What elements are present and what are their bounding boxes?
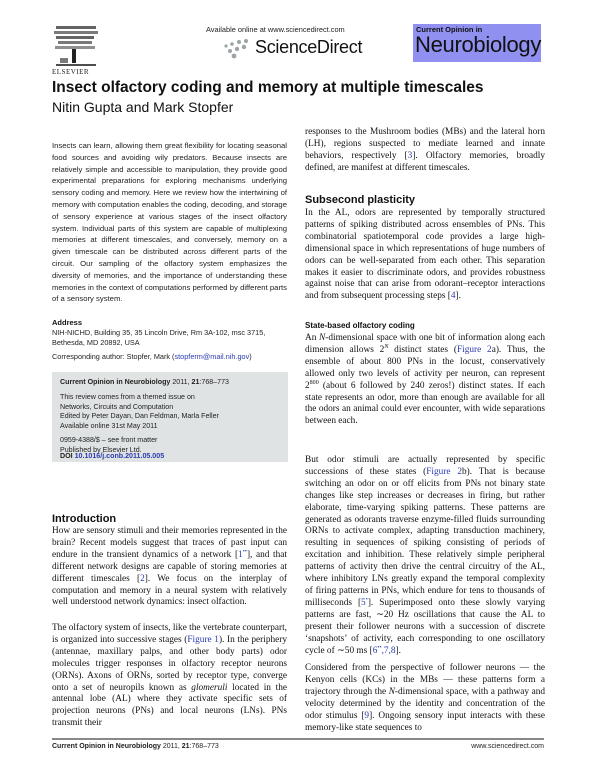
citation-number: ,7,8	[381, 645, 396, 656]
text-run: responses to the Mushroom bodies (MBs) and the lateral horn (LH), regions suspected to mediate learned and innate behaviors, respectively [	[305, 127, 545, 161]
text-run: But odor stimuli are actually represented by specific successions of these states (	[305, 455, 545, 477]
figure-2-link[interactable]: Figure 2	[456, 344, 492, 355]
citation-marker: ••	[242, 548, 247, 555]
text-run: (about 6 followed by 240 zeros!) distinct states. If each state represents an odor, more than enough are available for all the odors an animal could ever encounter, with wide separations between each.	[305, 380, 545, 427]
footer-journal-name: Current Opinion in Neurobiology	[52, 743, 161, 750]
subsection-heading-state-based-coding: State-based olfactory coding	[305, 321, 415, 330]
state-paragraph-1	[305, 333, 545, 428]
math-exponent-N: N	[384, 343, 389, 350]
article-authors: Nitin Gupta and Mark Stopfer	[52, 99, 234, 115]
elsevier-tree-logo-icon	[52, 22, 100, 72]
journal-banner-title: Neurobiology	[415, 32, 542, 57]
figure-1-link[interactable]: Figure 1	[187, 634, 219, 645]
journal-banner-subtitle: Current Opinion in	[416, 25, 483, 34]
footer-divider	[52, 738, 544, 740]
citation-link-2[interactable]: 2	[140, 573, 145, 584]
sciencedirect-dots-icon	[222, 38, 254, 60]
subsecond-paragraph-1	[305, 208, 545, 303]
citation-number: 1	[238, 549, 243, 560]
text-run: ]. Ongoing sensory input interacts with these memory-like state sequences to	[305, 710, 545, 733]
figure-2b-link[interactable]: Figure 2	[426, 466, 462, 477]
info-journal-pages: :768–773	[199, 378, 229, 386]
text-run: An	[305, 333, 320, 343]
text-run: a). Thus, the ensemble of about 800 PNs in the locust, conservatively allowed only two levels of activity per neuron, can represent 2	[305, 344, 545, 391]
info-available-online: Available online 31st May 2011	[60, 422, 158, 430]
doi-label: DOI	[60, 452, 73, 460]
text-run: How are sensory stimuli and their memories represented in the brain? Recent models suggest that traces of past input can endure in the transient dynamics of a network [	[52, 526, 287, 560]
citation-link-4[interactable]: 4	[450, 291, 456, 302]
italic-term: glomeruli	[191, 682, 228, 693]
info-journal-citation	[60, 378, 229, 388]
text-run: ]. We focus on the interplay of computation and memory in a neural system with relatively well understood network dynamics: insect olfaction.	[52, 573, 287, 608]
citation-number: 6	[372, 645, 378, 656]
text-run: -dimensional space with one bit of information along each dimension allows 2	[305, 333, 545, 355]
corresponding-email-link[interactable]: stopferm@mail.nih.gov	[174, 352, 250, 361]
text-run: ], and that different network designs are capable of storing memories at different timescales [	[52, 549, 287, 584]
themed-issue-name: Networks, Circuits and Computation	[60, 402, 174, 411]
address-text	[52, 328, 287, 348]
address-line-1: NIH-NICHD, Building 35, 35 Lincoln Drive, Rm 3A-102, msc 3715,	[52, 328, 266, 337]
corresponding-author-prefix: Corresponding author: Stopfer, Mark (	[52, 352, 175, 361]
section-heading-introduction: Introduction	[52, 513, 117, 525]
corresponding-author	[52, 352, 287, 361]
article-title: Insect olfactory coding and memory at multiple timescales	[52, 79, 484, 96]
footer-journal-year: 2011,	[160, 743, 182, 750]
citation-link-3[interactable]: 3	[407, 150, 413, 161]
info-journal-year: 2011,	[170, 378, 192, 386]
themed-issue-editors: Edited by Peter Dayan, Dan Feldman, Marla Feller	[60, 412, 219, 420]
info-doi	[60, 452, 164, 462]
issn-text: 0959-4388/$ – see front matter	[60, 436, 158, 444]
text-run: -dimensional space, with a pathway and velocity determined by the identity and concentration of the odor stimulus [	[305, 686, 545, 721]
footer-journal-pages: :768–773	[189, 743, 219, 750]
text-run: ].	[455, 291, 461, 302]
intro-paragraph-1	[52, 526, 287, 609]
text-run: ]. Superimposed onto these slowly varying patterns are fast, ∼20 Hz oscillations that cause the AL to present their follower neurons with a succession of discrete ‘snapshots’ of activity, each corresponding to one oscillatory cycle of ∼50 ms [	[305, 597, 545, 656]
abstract: Insects can learn, allowing them great flexibility for locating seasonal food sources and avoiding wily predators. Because insects are relatively simple and accessible to manipulation, they provide good experimental preparations for exploring mechanisms underlying sensory coding and memory. Here we review how the intertwining of memory with computation enables the coding, decoding, and storage of sensory experience at various stages of the insect olfactory system. Individual parts of this system are capable of multiplexing memories at different timescales, and conversely, memory on a given timescale can be distributed across different parts of the circuit. Our sampling of the olfactory system emphasizes the diversity of memories, and the importance of understanding these memories in the context of computations performed by different parts of a sensory system.	[52, 141, 287, 304]
elsevier-wordmark: ELSEVIER	[52, 68, 90, 76]
footer-website-link[interactable]: www.sciencedirect.com	[471, 743, 544, 750]
citation-link-1[interactable]	[238, 550, 247, 560]
address-line-2: Bethesda, MD 20892, USA	[52, 338, 140, 347]
intro-paragraph-2-continued	[305, 127, 545, 175]
text-run: b). That is because switching an odor on or off elicits from PNs not binary state changes like step increases or decreases in firing, but rather elaborate, time-varying spiking patterns. These patterns are generated as odorants traverse enzyme-filled fluids surrounding ORNs to activate complex, adapting transduction machinery, resulting in sequences of spiking consisting of periods of excitation and inhibition. These relatively simple peripheral patterns of activity then drive the central circuitry of the AL, where inhibitory LNs greatly expand the temporal complexity of firing patterns in PNs, which endure for tens to thousands of milliseconds [	[305, 466, 546, 608]
citation-link-9[interactable]: 9	[364, 710, 370, 721]
math-exponent-800: 800	[309, 379, 319, 386]
section-heading-subsecond-plasticity: Subsecond plasticity	[305, 194, 416, 206]
corresponding-author-suffix: )	[249, 352, 252, 361]
citation-marker: ••	[377, 644, 382, 651]
citation-link-5[interactable]	[361, 598, 368, 608]
math-N: N	[388, 686, 395, 697]
math-N: N	[319, 333, 326, 343]
citation-marker: •	[365, 596, 368, 603]
citation-number: 5	[361, 597, 366, 608]
state-paragraph-3	[305, 663, 545, 734]
text-run: Considered from the perspective of follower neurons — the Kenyon cells (KCs) in the MBs — these patterns form a trajectory through the	[305, 663, 545, 697]
info-themed-issue	[60, 393, 219, 422]
published-by-text: Published by Elsevier Ltd.	[60, 445, 142, 454]
state-paragraph-2	[305, 455, 545, 657]
footer-citation	[52, 743, 219, 750]
sciencedirect-wordmark[interactable]: ScienceDirect	[255, 37, 363, 57]
doi-link[interactable]: 10.1016/j.conb.2011.05.005	[74, 452, 165, 460]
info-journal-volume: 21	[191, 378, 200, 386]
themed-issue-intro: This review comes from a themed issue on	[60, 393, 195, 401]
footer-journal-volume: 21	[181, 743, 190, 750]
text-run: ). In the periphery (antennae, maxillary palps, and other body parts) odor molecules trigger responses in olfactory receptor neurons (ORNs). Axons of ORNs, sorted by receptor type, converge onto a set of neuropils known as	[52, 634, 288, 693]
available-online-text: Available online at www.sciencedirect.com	[206, 25, 345, 34]
address-label: Address	[52, 318, 83, 327]
text-run: ]. Olfactory memories, broadly defined, are manifest at different timescales.	[305, 150, 545, 173]
intro-paragraph-2	[52, 623, 287, 730]
citation-link-6-8[interactable]	[373, 646, 396, 656]
text-run: ].	[395, 645, 401, 656]
text-run: distinct states (	[388, 344, 457, 355]
text-run: The olfactory system of insects, like the vertebrate counterpart, is organized into successive stages (	[52, 623, 287, 645]
text-run: In the AL, odors are represented by temporally structured patterns of spiking distributed across ensembles of PNs. This combinatorial spatiotemporal code provides a large high-dimensional space in which representations of huge numbers of odors can be well-separated from each other. This separation makes it easier to discriminate odors, and provides robustness against noise that can arise from odorant–receptor interactions and from subsequent processing steps [	[305, 208, 545, 302]
text-run: located in the antennal lobe (AL) where they activate specific sets of projection neurons (PNs) and local neurons (LNs). PNs transmit their	[52, 682, 287, 729]
info-journal-name: Current Opinion in Neurobiology	[60, 378, 171, 386]
